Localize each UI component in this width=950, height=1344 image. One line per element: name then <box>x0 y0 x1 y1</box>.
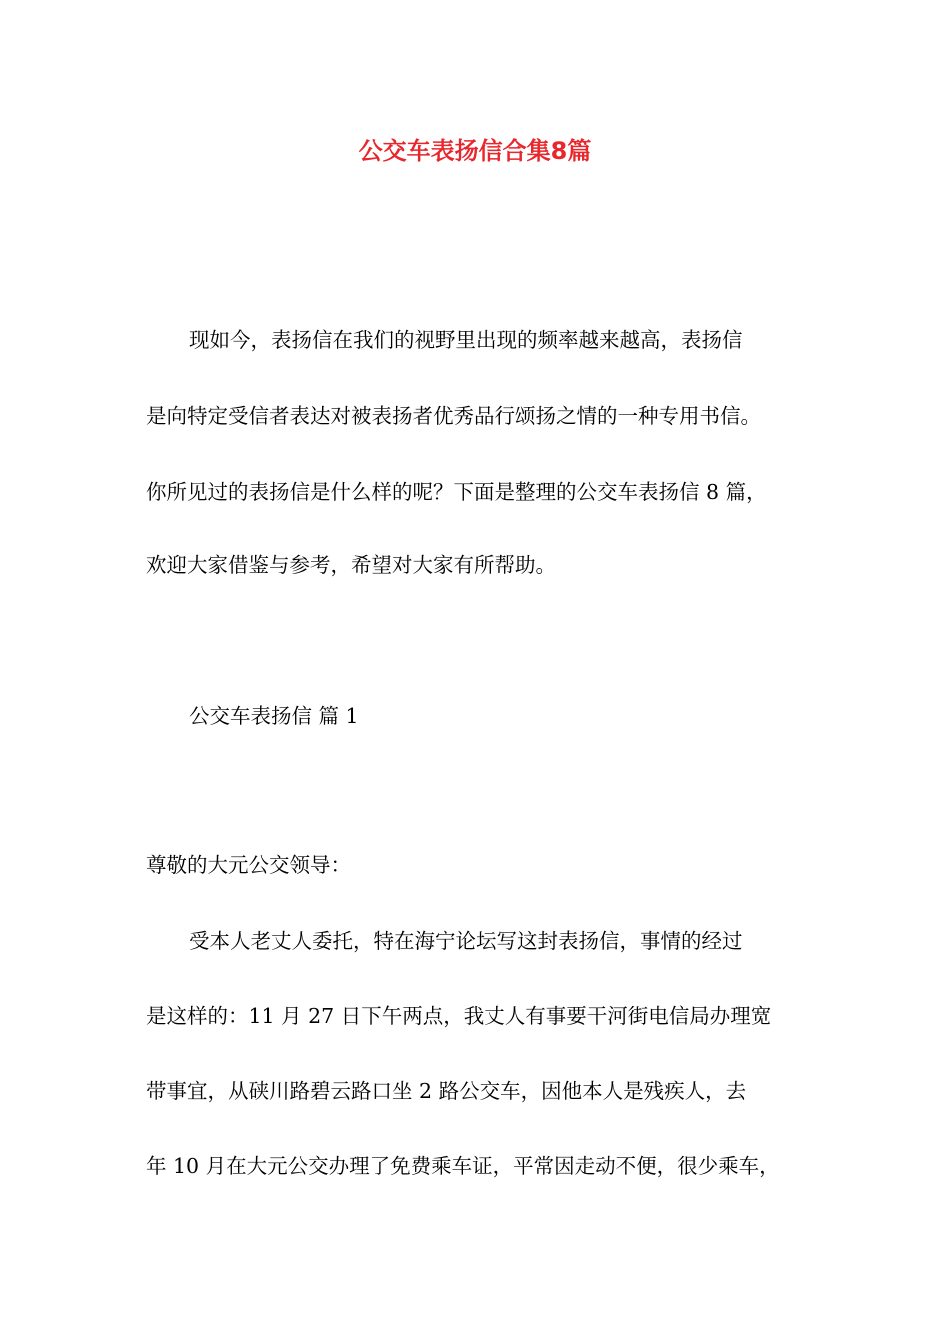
body-line-4: 年 10 月在大元公交办理了免费乘车证，平常因走动不便，很少乘车， <box>146 1154 780 1178</box>
body-line-3: 带事宜，从硖川路碧云路口坐 2 路公交车，因他本人是残疾人，去 <box>146 1079 747 1103</box>
intro-line-1: 现如今，表扬信在我们的视野里出现的频率越来越高，表扬信 <box>189 328 743 352</box>
intro-line-2: 是向特定受信者表达对被表扬者优秀品行颂扬之情的一种专用书信。 <box>146 404 761 428</box>
intro-line-3: 你所见过的表扬信是什么样的呢？下面是整理的公交车表扬信 8 篇， <box>146 480 767 504</box>
salutation: 尊敬的大元公交领导： <box>146 853 351 877</box>
section-heading: 公交车表扬信 篇 1 <box>189 704 359 728</box>
intro-line-4: 欢迎大家借鉴与参考，希望对大家有所帮助。 <box>146 553 556 577</box>
document-title: 公交车表扬信合集8篇 <box>358 137 592 165</box>
body-line-1: 受本人老丈人委托，特在海宁论坛写这封表扬信，事情的经过 <box>189 929 743 953</box>
body-line-2: 是这样的：11 月 27 日下午两点，我丈人有事要干河街电信局办理宽 <box>146 1004 772 1028</box>
